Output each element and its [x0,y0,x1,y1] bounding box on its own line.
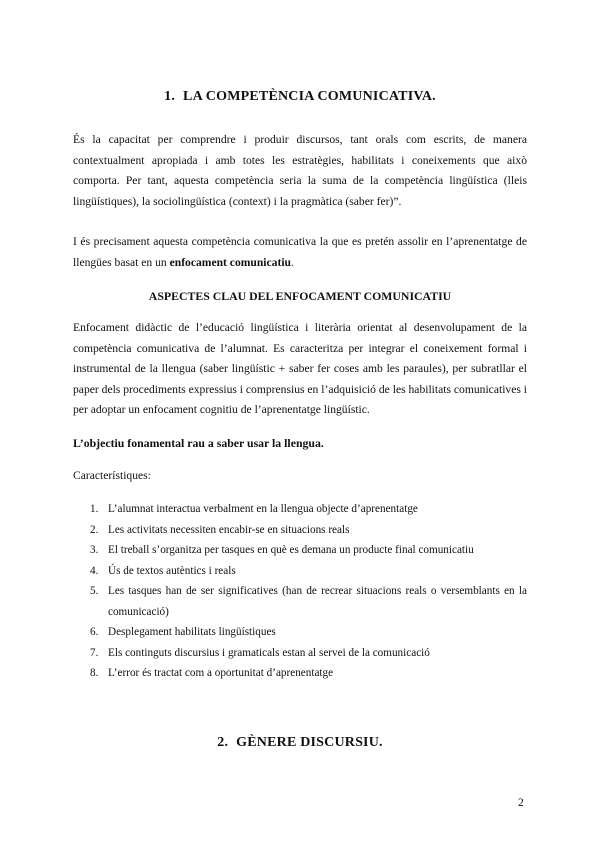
list-item-text: El treball s’organitza per tasques en què es demana un producte final comunicatiu [108,544,474,556]
section-2-number: 2. [217,735,229,750]
list-item [73,643,527,664]
list-item [73,499,527,520]
section-2-title: GÈNERE DISCURSIU. [236,735,383,750]
features-list [73,499,527,684]
list-item-text: Desplegament habilitats lingüístiques [108,626,276,638]
list-item [73,561,527,582]
list-item-number: 6. [90,626,99,638]
list-item-text: L’error és tractat com a oportunitat d’aprenentatge [108,667,334,679]
section-1-number: 1. [164,89,176,104]
intro-paragraph [73,232,527,273]
list-item-number: 2. [90,523,99,536]
list-item [73,581,527,622]
list-item [73,622,527,643]
features-label: Característiques: [73,469,151,482]
list-item [73,520,527,541]
section-1-title: LA COMPETÈNCIA COMUNICATIVA. [183,89,436,104]
list-item-number: 5. [90,585,99,597]
section-2-heading [0,735,600,751]
intro-bold-term: enfocament comunicatiu [169,255,291,269]
list-item-number: 1. [90,503,99,515]
page-number: 2 [518,796,524,809]
intro-text: I és precisament aquesta competència comunicativa la que es pretén assolir en l’aprenentatge de llengües basat en un [73,235,527,269]
list-item-number: 8. [90,667,99,679]
list-item-number: 7. [90,646,99,659]
approach-paragraph: Enfocament didàctic de l’educació lingüística i literària orientat al desenvolupament de la competència comunicativa de l’alumnat. Es caracteritza per integrar el coneixement formal i instrumental de la llengua (saber lingüístic + saber fer coses amb les paraules), per subratllar el paper dels procediments expressius i comprensius en l’adquisició de les habilitats comunicatives i per adoptar un enfocament cognitiu de l’aprenentatge lingüístic. [73,321,527,416]
list-item-text: Ús de textos autèntics i reals [108,564,236,577]
subheading: ASPECTES CLAU DEL ENFOCAMENT COMUNICATIU [148,289,452,303]
intro-end: . [291,255,294,269]
list-item [73,663,527,684]
objective-statement: L’objectiu fonamental rau a saber usar la llengua. [73,436,324,450]
list-item-text: Les tasques han de ser significatives (han de recrear situacions reals o versemblants en la comunicació) [108,585,527,618]
list-item-number: 4. [90,564,99,577]
section-1-heading [0,89,600,105]
list-item-text: L’alumnat interactua verbalment en la llengua objecte d’aprenentatge [108,503,418,515]
list-item-text: Les activitats necessiten encabir-se en situacions reals [108,523,350,536]
list-item-text: Els continguts discursius i gramaticals estan al servei de la comunicació [108,646,430,659]
list-item-number: 3. [90,544,99,556]
definition-paragraph: És la capacitat per comprendre i produir discursos, tant orals com escrits, de manera contextualment apropiada i amb totes les estratègies, habilitats i coneixements que això comporta. Per tant, aquesta competència seria la suma de la competència lingüística (lleis lingüístiques), la sociolingüística (context) i la pragmàtica (saber fer)”. [73,133,527,208]
list-item [73,540,527,561]
